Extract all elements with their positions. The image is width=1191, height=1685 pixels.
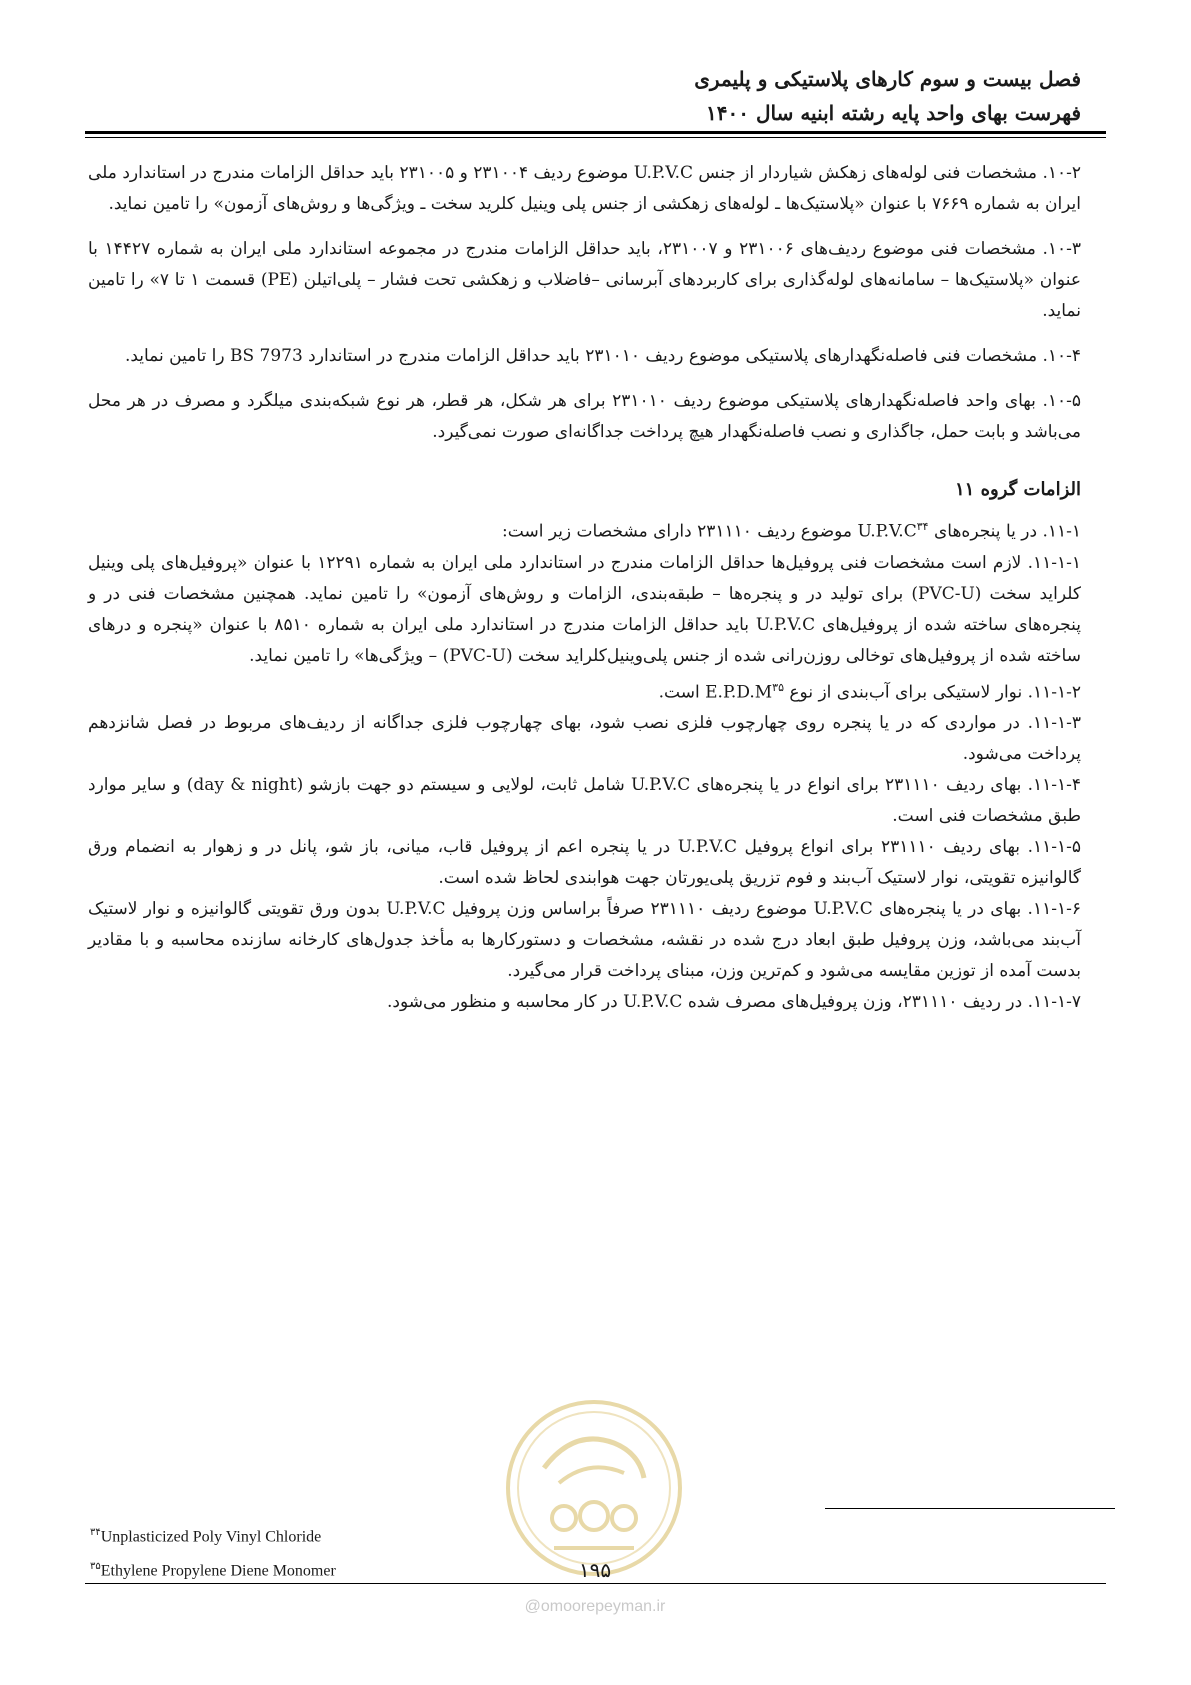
watermark: @omoorepeyman.ir bbox=[524, 1598, 666, 1615]
footnote-text: Unplasticized Poly Vinyl Chloride bbox=[100, 1528, 322, 1546]
footnote-34 bbox=[90, 1518, 336, 1552]
paragraph-10-3: ۱۰-۳. مشخصات فنی موضوع ردیف‌های ۲۳۱۰۰۶ و ۲۳۱۰۰۷، باید حداقل الزامات مندرج در مجموعه استاندارد ملی ایران به شماره ۱۴۴۲۷ با عنوان «پلاستیک‌ها – سامانه‌های لوله‌گذاری برای کاربردهای آبرسانی –فاضلاب و زهکشی تحت فشار – پلی‌اتیلن (PE) قسمت ۱ تا ۷» را تامین نماید. bbox=[88, 239, 1082, 321]
footnote-divider bbox=[825, 1508, 1115, 1509]
page-number: ۱۹۵ bbox=[578, 1558, 612, 1582]
paragraph-11-1-7: ۱۱-۱-۷. در ردیف ۲۳۱۱۱۰، وزن پروفیل‌های مصرف شده U.P.V.C در کار محاسبه و منظور می‌شود. bbox=[387, 992, 1081, 1013]
footnote-mark: ۳۴ bbox=[90, 1527, 101, 1538]
paragraph-10-2: ۱۰-۲. مشخصات فنی لوله‌های زهکش شیاردار از جنس U.P.V.C موضوع ردیف ۲۳۱۰۰۴ و ۲۳۱۰۰۵ باید حداقل الزامات مندرج در استاندارد ملی ایران به شماره ۷۶۶۹ با عنوان «پلاستیک‌ها ـ لوله‌های زهکشی از جنس پلی وینیل کلرید سخت ـ ویژگی‌ها و روش‌های آزمون» را تامین نماید. bbox=[88, 163, 1081, 214]
footnote-ref-35: ۳۵ bbox=[772, 680, 784, 694]
page-header bbox=[694, 62, 1081, 130]
paragraph-11-1-4: ۱۱-۱-۴. بهای ردیف ۲۳۱۱۱۰ برای انواع در یا پنجره‌های U.P.V.C شامل ثابت، لولایی و سیستم دو جهت بازشو (day & night) و سایر موارد طبق مشخصات فنی است. bbox=[88, 775, 1081, 827]
publisher-seal-logo bbox=[504, 1398, 684, 1578]
paragraph-11-1-2-tail: است. bbox=[658, 682, 706, 703]
paragraph-11-1-1: ۱۱-۱-۱. لازم است مشخصات فنی پروفیل‌ها حداقل الزامات مندرج در استاندارد ملی ایران به شماره ۱۲۲۹۱ با عنوان «پروفیل‌های پلی وینیل کلراید سخت (PVC-U) برای تولید در و پنجره‌ها – طبقه‌بندی، الزامات و روش‌های آزمون» را تامین نماید. همچنین مشخصات فنی در و پنجره‌های ساخته شده از پروفیل‌های U.P.V.C باید حداقل الزامات مندرج در استاندارد ملی ایران به شماره ۸۵۱۰ با عنوان «پنجره و درهای ساخته شده از پروفیل‌های توخالی روزن‌رانی شده از جنس پلی‌وینیل‌کلراید سخت (PVC-U) – ویژگی‌ها» را تامین نماید. bbox=[88, 552, 1081, 666]
paragraph-11-1-3: ۱۱-۱-۳. در مواردی که در یا پنجره روی چهارچوب فلزی نصب شود، بهای چهارچوب فلزی جداگانه از ردیف‌های مربوط در فصل شانزدهم پرداخت می‌شود. bbox=[88, 713, 1081, 765]
paragraph-11-1-6: ۱۱-۱-۶. بهای در یا پنجره‌های U.P.V.C موضوع ردیف ۲۳۱۱۱۰ صرفاً براساس وزن پروفیل U.P.V.C بدون ورق تقویتی گالوانیزه و نوار لاستیک آب‌بند می‌باشد، وزن پروفیل طبق ابعاد درج شده در نقشه، مشخصات و دستورکارها به مأخذ جدول‌های کارخانه سازنده محاسبه و با مقادیر بدست آمده از توزین مقایسه می‌شود و کم‌ترین وزن، مبنای پرداخت قرار می‌گیرد. bbox=[88, 899, 1081, 982]
paragraph-10-4: ۱۰-۴. مشخصات فنی فاصله‌نگهدارهای پلاستیکی موضوع ردیف ۲۳۱۰۱۰ باید حداقل الزامات مندرج در استاندارد BS 7973 را تامین نماید. bbox=[124, 346, 1081, 366]
header-rule-thick bbox=[85, 131, 1106, 134]
paragraph-10-5: ۱۰-۵. بهای واحد فاصله‌نگهدارهای پلاستیکی موضوع ردیف ۲۳۱۰۱۰ برای هر شکل، هر قطر، هر نوع شبکه‌بندی میلگرد و مصرف در هر محل می‌باشد و بابت حمل، جاگذاری و نصب فاصله‌نگهدار هیچ پرداخت جداگانه‌ای صورت نمی‌گیرد. bbox=[88, 391, 1081, 442]
paragraph-11-1-tail: موضوع ردیف ۲۳۱۱۱۰ دارای مشخصات زیر است: bbox=[502, 521, 858, 542]
price-list-title: فهرست بهای واحد پایه رشته ابنیه سال ۱۴۰۰ bbox=[706, 101, 1081, 125]
paragraph-11-1-text: ۱۱-۱. در یا پنجره‌های U.P.V.C bbox=[857, 521, 1081, 542]
chapter-title: فصل بیست و سوم کارهای پلاستیکی و پلیمری bbox=[694, 67, 1081, 91]
header-rule-thin bbox=[85, 137, 1106, 138]
footnotes bbox=[90, 1518, 336, 1587]
paragraph-11-1-5: ۱۱-۱-۵. بهای ردیف ۲۳۱۱۱۰ برای انواع پروفیل U.P.V.C در یا پنجره اعم از پروفیل قاب، میانی، باز شو، پانل در و زهوار به انضمام ورق گالوانیزه تقویتی، نوار لاستیک آب‌بند و فوم تزریق پلی‌یورتان جهت هوابندی لحاظ شده است. bbox=[88, 837, 1081, 889]
body-text bbox=[88, 158, 1081, 1018]
paragraph-11-1-2-text: ۱۱-۱-۲. نوار لاستیکی برای آب‌بندی از نوع E.P.D.M bbox=[705, 682, 1081, 703]
group-11-heading: الزامات گروه ۱۱ bbox=[955, 479, 1081, 500]
footnote-35 bbox=[90, 1552, 336, 1586]
footnote-mark: ۳۵ bbox=[90, 1561, 101, 1573]
footer-rule bbox=[85, 1583, 1106, 1584]
paragraph-11-1 bbox=[88, 511, 1081, 548]
paragraph-11-1-2 bbox=[88, 672, 1081, 709]
footnote-ref-34: ۳۴ bbox=[916, 520, 929, 533]
footnote-text: Ethylene Propylene Diene Monomer bbox=[100, 1562, 336, 1580]
